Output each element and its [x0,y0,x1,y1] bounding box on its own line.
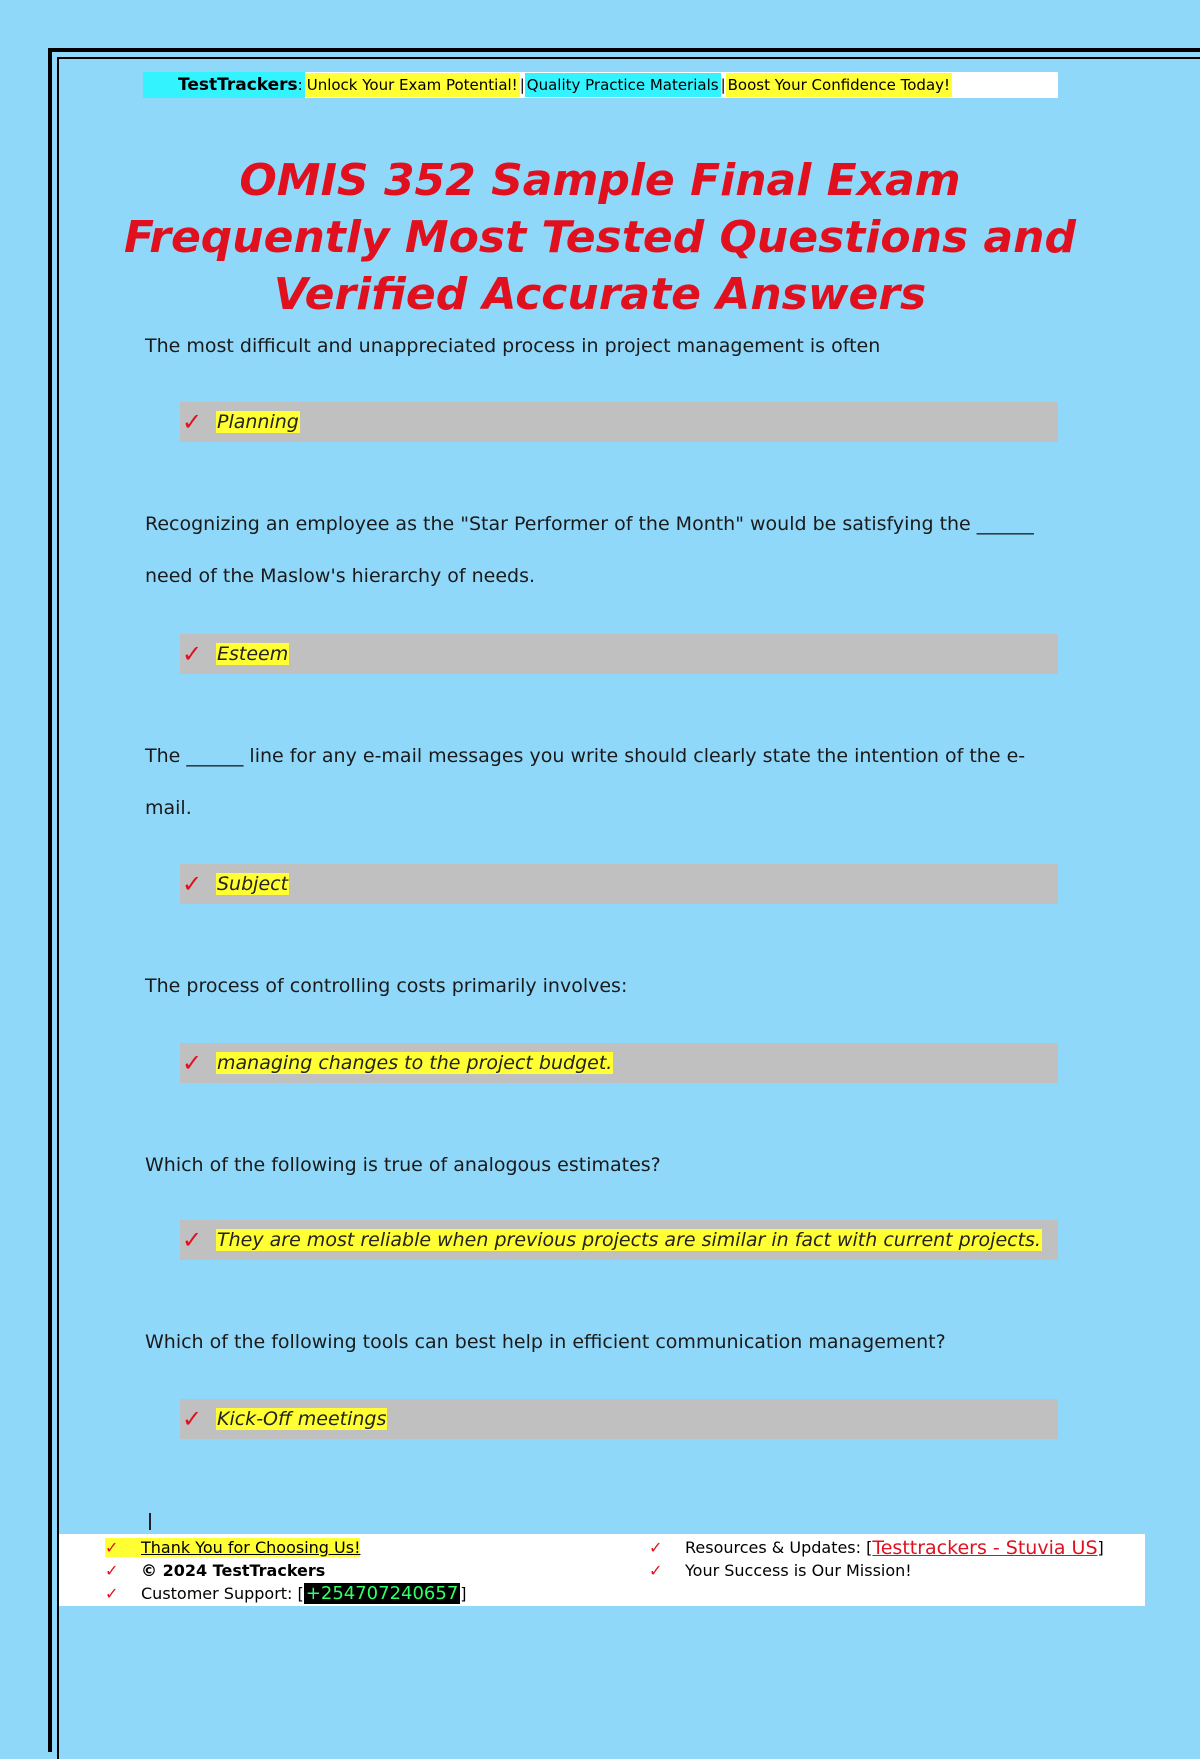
answer-text: Planning [217,411,299,433]
footer-copyright-row [105,1559,467,1582]
check-icon: ✓ [182,1226,203,1254]
footer-copyright: © 2024 TestTrackers [141,1561,326,1580]
banner-tagline-1: Unlock Your Exam Potential! [305,73,520,97]
footer-mission-row [649,1559,1104,1582]
answer-text: Esteem [217,643,289,665]
resources-link[interactable]: Testtrackers - Stuvia US [872,1536,1098,1559]
question-6: Which of the following tools can best help in efficient communication management? [145,1331,946,1353]
check-icon: ✓ [105,1538,141,1557]
footer-resources-row: ✓ Resources & Updates: [ Testtrackers - Stuvia US ] [649,1536,1104,1559]
support-phone[interactable]: +254707240657 [305,1583,459,1604]
question-1: The most difficult and unappreciated process in project management is often [145,335,881,357]
answer-text: managing changes to the project budget. [217,1052,613,1074]
check-icon: ✓ [182,408,203,436]
answer-text: They are most reliable when previous projects are similar in fact with current projects. [217,1229,1041,1251]
check-icon: ✓ [182,640,203,668]
header-banner: TestTrackers: Unlock Your Exam Potential! | Quality Practice Materials | Boost Your Confidence Today! [143,72,1058,98]
answer-text: Subject [217,873,289,895]
check-icon: ✓ [182,1049,203,1077]
question-4: The process of controlling costs primarily involves: [145,975,628,997]
question-2: Recognizing an employee as the "Star Performer of the Month" would be satisfying the ______ need of the Maslow's hierarchy of needs. [145,513,1034,587]
footer-left [105,1536,467,1605]
answer-4 [180,1043,1058,1083]
answer-6 [180,1399,1058,1439]
footer-mission: Your Success is Our Mission! [685,1561,912,1580]
footer-thanks: Thank You for Choosing Us! [141,1538,361,1557]
check-icon: ✓ [182,870,203,898]
footer-thanks-row [105,1536,467,1559]
banner-tagline-3: Boost Your Confidence Today! [726,73,952,97]
brand-name: TestTrackers [178,75,298,95]
answer-3 [180,864,1058,904]
check-icon: ✓ [649,1561,663,1580]
answer-2 [180,634,1058,674]
question-5: Which of the following is true of analogous estimates? [145,1154,661,1176]
answer-5 [180,1220,1058,1260]
question-3: The ______ line for any e-mail messages you write should clearly state the intention of the e-mail. [145,745,1026,819]
check-icon: ✓ [649,1538,663,1557]
check-icon: ✓ [182,1405,203,1433]
answer-text: Kick-Off meetings [217,1408,387,1430]
check-icon: ✓ [105,1561,119,1580]
text-cursor [149,1513,151,1530]
footer-right [649,1536,1104,1582]
footer-support-row: ✓ Customer Support: [ +254707240657 ] [105,1583,467,1604]
answer-1 [180,402,1058,442]
page-title: OMIS 352 Sample Final Exam Frequently Most Tested Questions and Verified Accurate Answers [124,155,1076,320]
check-icon: ✓ [105,1584,119,1603]
footer [59,1534,1145,1606]
banner-tagline-2: Quality Practice Materials [525,73,721,97]
